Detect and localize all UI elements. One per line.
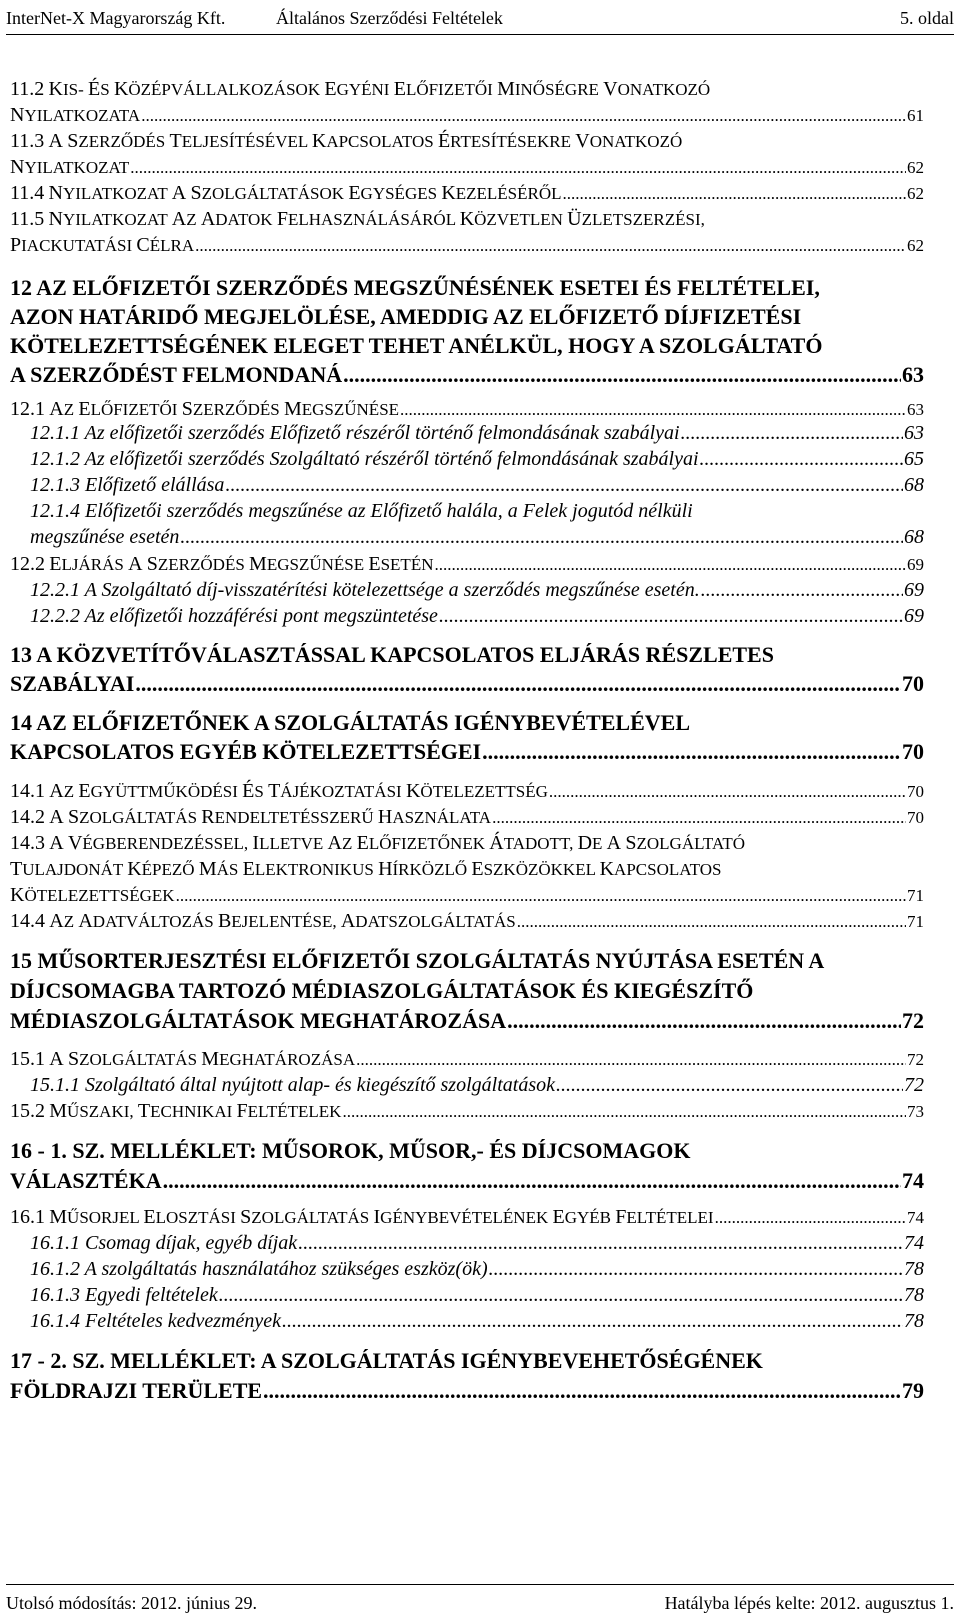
- last-modified: Utolsó módosítás: 2012. június 29.: [6, 1593, 258, 1613]
- toc-entry-title: 11.4 NYILATKOZAT A SZOLGÁLTATÁSOK EGYSÉGES KEZELÉSÉRŐL: [10, 182, 562, 204]
- toc-leader-dots: [130, 158, 906, 178]
- toc-entry-12-2-1[interactable]: [30, 579, 924, 602]
- toc-leader-dots: [135, 671, 901, 697]
- toc-entry-number: 11.3: [10, 130, 45, 152]
- toc-entry-title: 15.1.1 Szolgáltató által nyújtott alap- és kiegészítő szolgáltatások: [30, 1074, 555, 1096]
- toc-entry-16-1-3[interactable]: [30, 1284, 924, 1307]
- toc-entry-title: PIACKUTATÁSI CÉLRA: [10, 234, 195, 256]
- toc-entry-title: 15.2 MŰSZAKI, TECHNIKAI FELTÉTELEK: [10, 1100, 342, 1122]
- toc-page-number: 69: [904, 605, 924, 627]
- toc-page-number: 74: [904, 1232, 924, 1254]
- toc-entry-number: 14.1: [10, 780, 45, 802]
- toc-leader-dots: [163, 1168, 901, 1194]
- toc-entry-14-3[interactable]: [10, 884, 924, 907]
- toc-entry-number: 11.4: [10, 182, 45, 204]
- toc-leader-dots: [701, 579, 903, 602]
- toc-entry-title: VÁLASZTÉKA: [10, 1168, 162, 1193]
- toc-leader-dots: [507, 1008, 901, 1034]
- toc-page-number: 61: [907, 106, 924, 125]
- toc-entry-number: 12.1.1: [30, 422, 80, 444]
- toc-leader-dots: [482, 739, 901, 765]
- toc-entry-16-1-2[interactable]: [30, 1258, 924, 1281]
- document-title: Általános Szerződési Feltételek: [276, 8, 503, 28]
- toc-entry-title: megszűnése esetén: [30, 526, 180, 548]
- toc-page-number: 70: [902, 671, 924, 696]
- toc-entry-title-line: 12 AZ ELŐFIZETŐI SZERZŐDÉS MEGSZŰNÉSÉNEK ESETEI ÉS FELTÉTELEI,: [10, 275, 820, 300]
- toc-entry-title: 12.2.1 A Szolgáltató díj-visszatérítési kötelezettsége a szerződés megszűnése esetén.: [30, 579, 700, 601]
- toc-entry-number: 12.1.2: [30, 448, 80, 470]
- toc-entry-title-line: 14 AZ ELŐFIZETŐNEK A SZOLGÁLTATÁS IGÉNYBEVÉTELÉVEL: [10, 710, 690, 735]
- toc-entry-title: 12.2.2 Az előfizetői hozzáférési pont megszüntetése: [30, 605, 438, 627]
- toc-entry-title: 16.1.3 Egyedi feltételek: [30, 1284, 218, 1306]
- toc-entry-title: 12.1 AZ ELŐFIZETŐI SZERZŐDÉS MEGSZŰNÉSE: [10, 398, 400, 420]
- toc-entry-number: 16.1.1: [30, 1232, 80, 1254]
- toc-entry-title: 16.1.4 Feltételes kedvezmények: [30, 1310, 281, 1332]
- toc-entry-number: 17 -: [10, 1348, 45, 1373]
- toc-page-number: 62: [907, 158, 924, 177]
- toc-entry-title-line: 11.3 A SZERZŐDÉS TELJESÍTÉSÉVEL KAPCSOLATOS ÉRTESÍTÉSEKRE VONATKOZÓ: [10, 130, 683, 152]
- toc-entry-title-line: 12.1.4 Előfizetői szerződés megszűnése az Előfizető halála, a Felek jogutód nélküli: [30, 500, 693, 522]
- toc-entry-number: 15: [10, 948, 32, 973]
- toc-leader-dots: [180, 526, 903, 549]
- toc-entry-number: 16.1.3: [30, 1284, 80, 1306]
- toc-leader-dots: [681, 422, 903, 445]
- toc-entry-12-1[interactable]: [10, 398, 924, 421]
- toc-page-number: 68: [904, 474, 924, 496]
- toc-entry-number: 14.4: [10, 910, 45, 932]
- toc-entry-number: 16 -: [10, 1138, 45, 1163]
- toc-leader-dots: [700, 448, 903, 471]
- toc-page-number: 72: [902, 1008, 924, 1033]
- toc-entry-title-line: 14.3 A VÉGBERENDEZÉSSEL, ILLETVE AZ ELŐFIZETŐNEK ÁTADOTT, DE A SZOLGÁLTATÓ: [10, 832, 745, 854]
- toc-page-number: 72: [904, 1074, 924, 1096]
- toc-page-number: 69: [907, 555, 924, 574]
- toc-entry-title: 16.1.1 Csomag díjak, egyéb díjak: [30, 1232, 298, 1254]
- toc-page-number: 70: [902, 739, 924, 764]
- toc-entry-15[interactable]: [10, 1008, 924, 1034]
- toc-entry-title-line: AZON HATÁRIDŐ MEGJELÖLÉSE, AMEDDIG AZ ELŐFIZETŐ DÍJFIZETÉSI: [10, 304, 802, 329]
- toc-leader-dots: [400, 400, 906, 420]
- toc-entry-16-1-4[interactable]: [30, 1310, 924, 1333]
- toc-entry-title: 14.2 A SZOLGÁLTATÁS RENDELTETÉSSZERŰ HASZNÁLATA: [10, 806, 492, 828]
- toc-entry-number: 12.2: [10, 553, 45, 575]
- toc-entry-title: FÖLDRAJZI TERÜLETE: [10, 1378, 263, 1403]
- toc-page-number: 68: [904, 526, 924, 548]
- toc-entry-15-1[interactable]: [10, 1048, 924, 1071]
- toc-page-number: 71: [907, 912, 924, 931]
- toc-page-number: 71: [907, 886, 924, 905]
- toc-entry-title: NYILATKOZATA: [10, 104, 141, 126]
- toc-entry-15-1-1[interactable]: [30, 1074, 924, 1097]
- toc-entry-title: KAPCSOLATOS EGYÉB KÖTELEZETTSÉGEI: [10, 739, 482, 764]
- toc-entry-title: SZABÁLYAI: [10, 671, 135, 696]
- page-number: 5. oldal: [900, 8, 954, 28]
- toc-entry-number: 12.2.1: [30, 579, 80, 601]
- toc-entry-title-line: 16 - 1. SZ. MELLÉKLET: MŰSOROK, MŰSOR,- ÉS DÍJCSOMAGOK: [10, 1138, 691, 1163]
- toc-page-number: 63: [902, 362, 924, 387]
- toc-page-number: 74: [907, 1208, 924, 1227]
- toc-leader-dots: [298, 1232, 903, 1255]
- toc-entry-14-1[interactable]: [10, 780, 924, 803]
- toc-leader-dots: [225, 474, 903, 497]
- toc-entry-title: A SZERZŐDÉST FELMONDANÁ: [10, 362, 343, 387]
- toc-entry-12-1-1[interactable]: [30, 422, 924, 445]
- toc-leader-dots: [263, 1378, 901, 1404]
- toc-entry-11-2[interactable]: [10, 104, 924, 127]
- toc-entry-title-line: 11.2 KIS- ÉS KÖZÉPVÁLLALKOZÁSOK EGYÉNI ELŐFIZETŐI MINŐSÉGRE VONATKOZÓ: [10, 78, 711, 100]
- toc-leader-dots: [434, 555, 906, 575]
- toc-entry-title-line: TULAJDONÁT KÉPEZŐ MÁS ELEKTRONIKUS HÍRKÖZLŐ ESZKÖZÖKKEL KAPCSOLATOS: [10, 858, 722, 880]
- toc-entry-number: 15.1: [10, 1048, 45, 1070]
- page-footer: [6, 1584, 954, 1619]
- toc-entry-title: 16.1.2 A szolgáltatás használatához szükséges eszköz(ök): [30, 1258, 488, 1280]
- toc-entry-title-line: 17 - 2. SZ. MELLÉKLET: A SZOLGÁLTATÁS IGÉNYBEVEHETŐSÉGÉNEK: [10, 1348, 763, 1373]
- toc-page-number: 70: [907, 808, 924, 827]
- toc-entry-12-1-2[interactable]: [30, 448, 924, 471]
- toc-entry-number: 14.3: [10, 832, 45, 854]
- toc-entry-12[interactable]: [10, 362, 924, 388]
- toc-entry-12-1-3[interactable]: [30, 474, 924, 497]
- toc-entry-title: 12.1.1 Az előfizetői szerződés Előfizető részéről történő felmondásának szabályai: [30, 422, 680, 444]
- toc-page-number: 78: [904, 1310, 924, 1332]
- toc-page-number: 78: [904, 1284, 924, 1306]
- toc-entry-number: 15.1.1: [30, 1074, 80, 1096]
- toc-entry-title-line: 15 MŰSORTERJESZTÉSI ELŐFIZETŐI SZOLGÁLTATÁS NYÚJTÁSA ESETÉN A: [10, 948, 825, 973]
- toc-entry-number: 12.1.4: [30, 500, 80, 522]
- toc-page-number: 72: [907, 1050, 924, 1069]
- toc-page-number: 78: [904, 1258, 924, 1280]
- toc-page-number: 63: [907, 400, 924, 419]
- toc-entry-11-4[interactable]: [10, 182, 924, 205]
- effective-date: Hatályba lépés kelte: 2012. augusztus 1.: [664, 1593, 954, 1613]
- toc-entry-number: 16.1.2: [30, 1258, 80, 1280]
- toc-entry-number: 13: [10, 642, 32, 667]
- toc-page-number: 62: [907, 236, 924, 255]
- toc-leader-dots: [439, 605, 903, 628]
- toc-leader-dots: [282, 1310, 903, 1333]
- toc-entry-title: 12.1.2 Az előfizetői szerződés Szolgáltató részéről történő felmondásának szabályai: [30, 448, 699, 470]
- toc-leader-dots: [549, 782, 906, 802]
- toc-leader-dots: [219, 1284, 903, 1307]
- toc-entry-title: 14.4 AZ ADATVÁLTOZÁS BEJELENTÉSE, ADATSZOLGÁLTATÁS: [10, 910, 516, 932]
- toc-entry-title: 14.1 AZ EGYÜTTMŰKÖDÉSI ÉS TÁJÉKOZTATÁSI KÖTELEZETTSÉG: [10, 780, 548, 802]
- toc-entry-number: 11.2: [10, 78, 45, 100]
- toc-entry-number: 12.1.3: [30, 474, 80, 496]
- toc-entry-number: 14: [10, 710, 32, 735]
- toc-entry-title-line: KÖTELEZETTSÉGÉNEK ELEGET TEHET ANÉLKÜL, HOGY A SZOLGÁLTATÓ: [10, 333, 823, 358]
- toc-entry-12-1-4[interactable]: [30, 526, 924, 549]
- toc-entry-number: 12: [10, 275, 32, 300]
- toc-leader-dots: [715, 1208, 906, 1228]
- toc-page-number: 79: [902, 1378, 924, 1403]
- toc-leader-dots: [342, 1102, 906, 1122]
- toc-entry-number: 14.2: [10, 806, 45, 828]
- toc-entry-number: 15.2: [10, 1100, 45, 1122]
- toc-leader-dots: [343, 362, 901, 388]
- toc-entry-number: 12.2.2: [30, 605, 80, 627]
- toc-page-number: 65: [904, 448, 924, 470]
- toc-entry-16-1-1[interactable]: [30, 1232, 924, 1255]
- toc-leader-dots: [563, 184, 906, 204]
- toc-page-number: 73: [907, 1102, 924, 1121]
- toc-entry-16-1[interactable]: [10, 1206, 924, 1229]
- toc-entry-14-4[interactable]: [10, 910, 924, 933]
- toc-entry-number: 16.1.4: [30, 1310, 80, 1332]
- company-name: InterNet-X Magyarország Kft.: [6, 8, 226, 28]
- toc-leader-dots: [176, 886, 906, 906]
- toc-entry-title-line: 13 A KÖZVETÍTŐVÁLASZTÁSSAL KAPCSOLATOS ELJÁRÁS RÉSZLETES: [10, 642, 774, 667]
- toc-leader-dots: [489, 1258, 903, 1281]
- toc-entry-title: KÖTELEZETTSÉGEK: [10, 884, 175, 906]
- toc-entry-12-2[interactable]: [10, 553, 924, 576]
- toc-leader-dots: [141, 106, 906, 126]
- toc-entry-17[interactable]: [10, 1378, 924, 1404]
- toc-page-number: 63: [904, 422, 924, 444]
- toc-entry-11-5[interactable]: [10, 234, 924, 257]
- toc-entry-title: 15.1 A SZOLGÁLTATÁS MEGHATÁROZÁSA: [10, 1048, 356, 1070]
- toc-entry-15-2[interactable]: [10, 1100, 924, 1123]
- toc-entry-number: 12.1: [10, 398, 45, 420]
- toc-entry-title: MÉDIASZOLGÁLTATÁSOK MEGHATÁROZÁSA: [10, 1008, 507, 1033]
- toc-leader-dots: [556, 1074, 903, 1097]
- toc-page-number: 69: [904, 579, 924, 601]
- toc-entry-title: 16.1 MŰSORJEL ELOSZTÁSI SZOLGÁLTATÁS IGÉNYBEVÉTELÉNEK EGYÉB FELTÉTELEI: [10, 1206, 714, 1228]
- toc-entry-title: 12.2 ELJÁRÁS A SZERZŐDÉS MEGSZŰNÉSE ESETÉN: [10, 553, 434, 575]
- toc-entry-11-3[interactable]: [10, 156, 924, 179]
- toc-entry-title-line: DÍJCSOMAGBA TARTOZÓ MÉDIASZOLGÁLTATÁSOK ÉS KIEGÉSZÍTŐ: [10, 978, 754, 1003]
- toc-page-number: 62: [907, 184, 924, 203]
- toc-entry-number: 16.1: [10, 1206, 45, 1228]
- toc-page-number: 74: [902, 1168, 924, 1193]
- toc-entry-14-2[interactable]: [10, 806, 924, 829]
- page-header: [6, 4, 954, 35]
- toc-leader-dots: [195, 236, 906, 256]
- toc-entry-title-line: 11.5 NYILATKOZAT AZ ADATOK FELHASZNÁLÁSÁRÓL KÖZVETLEN ÜZLETSZERZÉSI,: [10, 208, 705, 230]
- toc-leader-dots: [492, 808, 906, 828]
- toc-leader-dots: [356, 1050, 906, 1070]
- toc-entry-13[interactable]: [10, 671, 924, 697]
- toc-page-number: 70: [907, 782, 924, 801]
- toc-entry-16[interactable]: [10, 1168, 924, 1194]
- toc-entry-title: NYILATKOZAT: [10, 156, 130, 178]
- toc-entry-title: 12.1.3 Előfizető elállása: [30, 474, 225, 496]
- toc-leader-dots: [517, 912, 906, 932]
- toc-entry-12-2-2[interactable]: [30, 605, 924, 628]
- toc-entry-14[interactable]: [10, 739, 924, 765]
- toc-entry-number: 11.5: [10, 208, 45, 230]
